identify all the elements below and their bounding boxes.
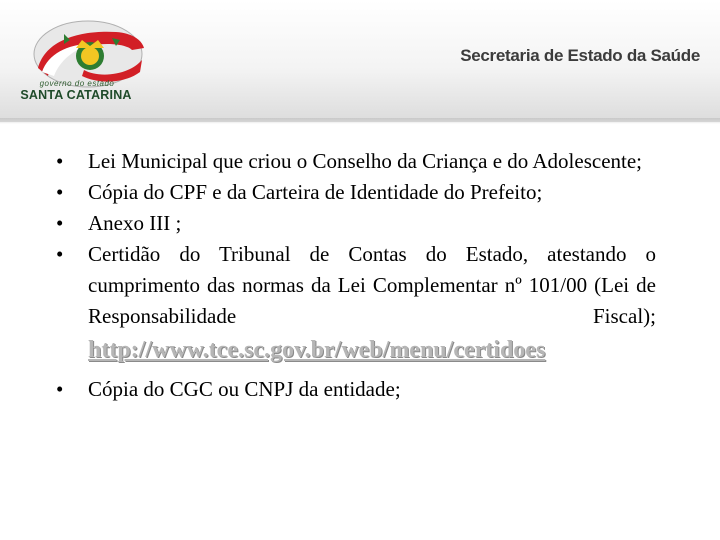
list-item xyxy=(56,146,656,177)
list-item-text: Anexo III ; xyxy=(88,211,182,235)
bullet-icon: • xyxy=(56,180,64,204)
bullet-icon: • xyxy=(56,211,64,235)
bullet-icon: • xyxy=(56,149,64,173)
bullet-icon: • xyxy=(56,242,64,266)
header-divider xyxy=(0,118,720,124)
list-item-text: Cópia do CGC ou CNPJ da entidade; xyxy=(88,377,401,401)
list-item-text: Lei Municipal que criou o Conselho da Criança e do Adolescente; xyxy=(88,149,643,173)
list-item xyxy=(56,177,656,208)
list-item xyxy=(56,208,656,239)
logo-state-name: SANTA CATARINA xyxy=(20,88,132,102)
department-title: Secretaria de Estado da Saúde xyxy=(460,46,700,65)
requirements-list-container xyxy=(56,146,656,405)
list-item-text: Certidão do Tribunal de Contas do Estado, atestando o cumprimento das normas da Lei Complementar nº 101/00 (Lei de Responsabilidade Fiscal); xyxy=(88,242,656,328)
list-item-text: Cópia do CPF e da Carteira de Identidade do Prefeito; xyxy=(88,180,543,204)
certidoes-link[interactable]: http://www.tce.sc.gov.br/web/menu/certidoes xyxy=(88,337,546,363)
requirements-list xyxy=(56,146,656,405)
list-item-link-row xyxy=(56,332,656,374)
list-item xyxy=(56,374,656,405)
bullet-icon: • xyxy=(56,377,64,401)
logo-subtitle: governo do estado xyxy=(39,79,115,88)
list-item xyxy=(56,239,656,332)
